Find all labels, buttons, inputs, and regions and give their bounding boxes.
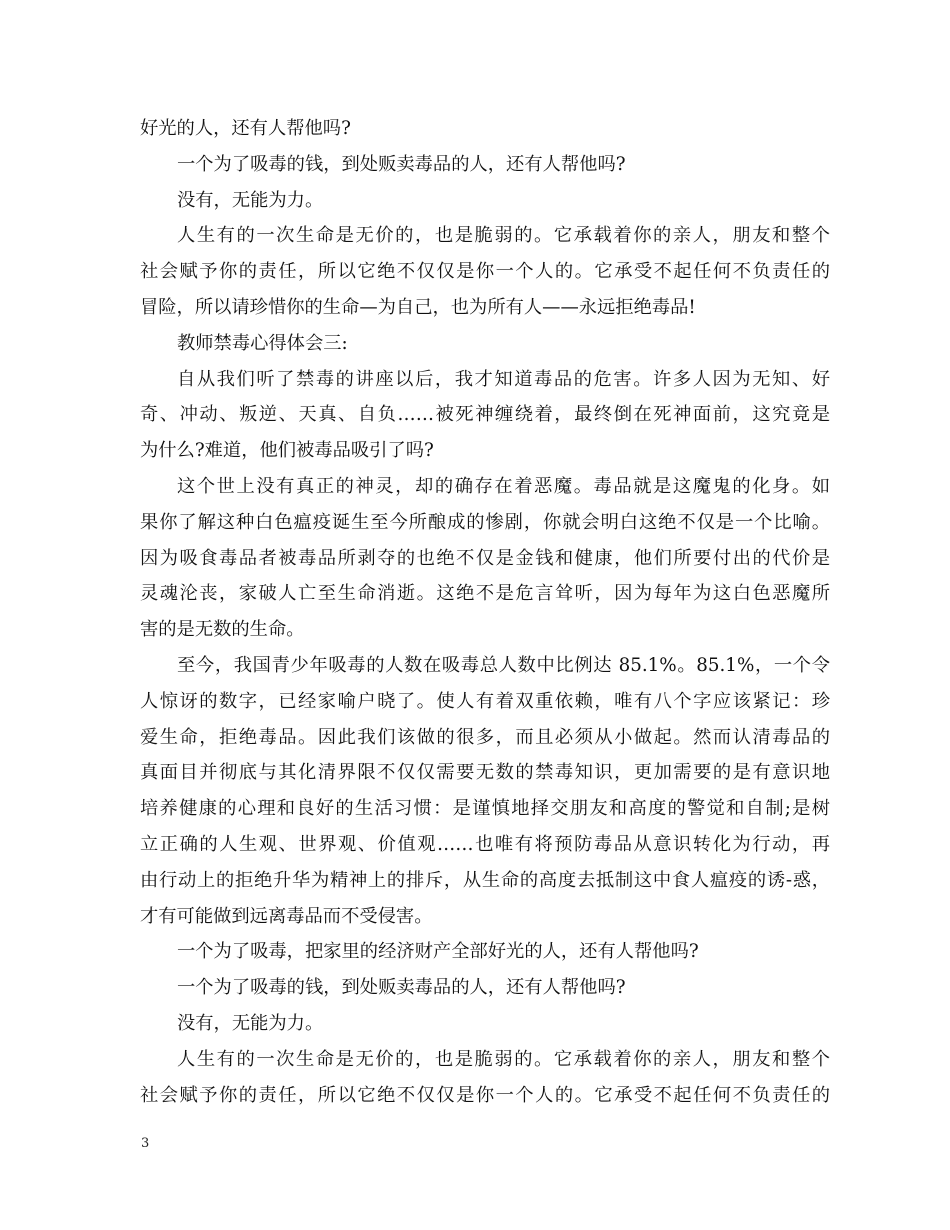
text-line: 一个为了吸毒的钱，到处贩卖毒品的人，还有人帮他吗? (177, 153, 626, 175)
text-line: 奇、冲动、叛逆、天真、自负……被死神缠绕着，最终倒在死神面前，这究竟是 (140, 404, 830, 426)
text-line: 由行动上的拒绝升华为精神上的排斥，从生命的高度去抵制这中食人瘟疫的诱-惑， (140, 869, 830, 891)
text-line: 人惊讶的数字，已经家喻户晓了。使人有着双重依赖，唯有八个字应该紧记：珍 (140, 690, 830, 712)
text-line: 自从我们听了禁毒的讲座以后，我才知道毒品的危害。许多人因为无知、好 (177, 368, 830, 390)
text-line: 一个为了吸毒，把家里的经济财产全部好光的人，还有人帮他吗? (177, 941, 699, 963)
text-line: 冒险，所以请珍惜你的生命—为自己，也为所有人——永远拒绝毒品! (140, 296, 696, 318)
text-line: 教师禁毒心得体会三: (177, 332, 348, 354)
text-line: 没有，无能为力。 (177, 189, 324, 211)
text-line: 立正确的人生观、世界观、价值观……也唯有将预防毒品从意识转化为行动，再 (140, 833, 830, 855)
text-line: 才有可能做到远离毒品而不受侵害。 (140, 905, 433, 927)
text-line: 没有，无能为力。 (177, 1012, 324, 1034)
text-line: 真面目并彻底与其化清界限不仅仅需要无数的禁毒知识，更加需要的是有意识地 (140, 762, 830, 784)
text-line: 社会赋予你的责任，所以它绝不仅仅是你一个人的。它承受不起任何不负责任的 (140, 1084, 830, 1106)
text-line: 爱生命，拒绝毒品。因此我们该做的很多，而且必须从小做起。然而认清毒品的 (140, 726, 830, 748)
page-number: 3 (141, 1136, 150, 1151)
text-line: 好光的人，还有人帮他吗? (140, 118, 351, 139)
text-line: 社会赋予你的责任，所以它绝不仅仅是你一个人的。它承受不起任何不负责任的 (140, 261, 830, 283)
text-line: 人生有的一次生命是无价的，也是脆弱的。它承载着你的亲人，朋友和整个 (177, 225, 830, 247)
text-line: 这个世上没有真正的神灵，却的确存在着恶魔。毒品就是这魔鬼的化身。如 (177, 475, 830, 497)
text-line: 因为吸食毒品者被毒品所剥夺的也绝不仅是金钱和健康，他们所要付出的代价是 (140, 547, 830, 569)
text-line: 人生有的一次生命是无价的，也是脆弱的。它承载着你的亲人，朋友和整个 (177, 1048, 830, 1070)
text-line: 至今，我国青少年吸毒的人数在吸毒总人数中比例达 85.1%。85.1%，一个令 (177, 654, 830, 676)
text-line: 果你了解这种白色瘟疫诞生至今所酿成的惨剧，你就会明白这绝不仅是一个比喻。 (140, 511, 830, 533)
text-line: 灵魂沦丧，家破人亡至生命消逝。这绝不是危言耸听，因为每年为这白色恶魔所 (140, 583, 830, 605)
text-line: 害的是无数的生命。 (140, 619, 305, 641)
text-line: 一个为了吸毒的钱，到处贩卖毒品的人，还有人帮他吗? (177, 977, 626, 999)
document-body (140, 111, 830, 1113)
text-line: 培养健康的心理和良好的生活习惯：是谨慎地择交朋友和高度的警觉和自制;是树 (140, 798, 830, 820)
text-line: 为什么?难道，他们被毒品吸引了吗? (140, 440, 434, 462)
